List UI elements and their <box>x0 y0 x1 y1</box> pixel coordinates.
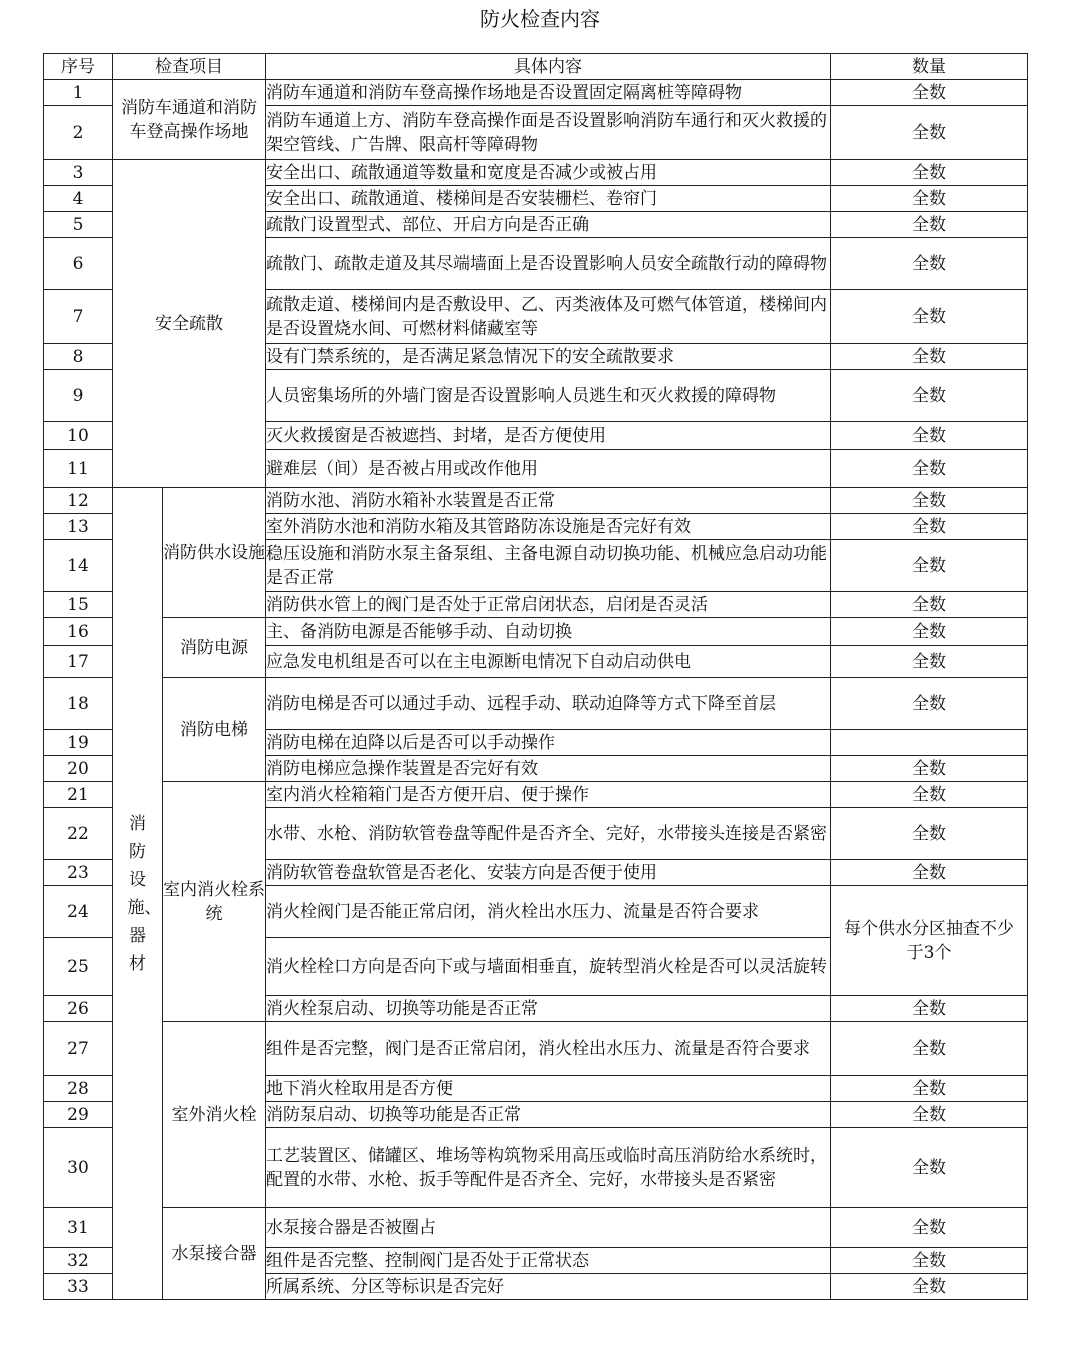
header-qty: 数量 <box>831 54 1028 80</box>
table-row <box>44 618 1028 646</box>
row-no: 30 <box>44 1128 113 1208</box>
row-content: 疏散走道、楼梯间内是否敷设甲、乙、丙类液体及可燃气体管道，楼梯间内是否设置烧水间、可燃材料储藏室等 <box>266 290 831 344</box>
category-evacuation: 安全疏散 <box>113 160 266 488</box>
row-no: 19 <box>44 730 113 756</box>
row-no: 13 <box>44 514 113 540</box>
row-content: 组件是否完整、控制阀门是否处于正常状态 <box>266 1248 831 1274</box>
row-qty: 全数 <box>831 370 1028 422</box>
row-no: 23 <box>44 860 113 886</box>
subcategory-pump-adapter: 水泵接合器 <box>163 1208 266 1300</box>
subcategory-water-supply: 消防供水设施 <box>163 488 266 618</box>
row-no: 1 <box>44 80 113 106</box>
row-qty: 全数 <box>831 450 1028 488</box>
table-row <box>44 80 1028 106</box>
row-no: 11 <box>44 450 113 488</box>
table-row <box>44 160 1028 186</box>
category-vehicle-access: 消防车通道和消防车登高操作场地 <box>113 80 266 160</box>
row-no: 4 <box>44 186 113 212</box>
row-qty: 全数 <box>831 344 1028 370</box>
row-qty: 全数 <box>831 1022 1028 1076</box>
table-row <box>44 782 1028 808</box>
table-row <box>44 488 1028 514</box>
row-qty: 全数 <box>831 1208 1028 1248</box>
row-no: 7 <box>44 290 113 344</box>
row-qty: 全数 <box>831 160 1028 186</box>
row-no: 3 <box>44 160 113 186</box>
row-content: 地下消火栓取用是否方便 <box>266 1076 831 1102</box>
row-qty: 全数 <box>831 756 1028 782</box>
row-content: 水泵接合器是否被圈占 <box>266 1208 831 1248</box>
row-content: 安全出口、疏散通道、楼梯间是否安装栅栏、卷帘门 <box>266 186 831 212</box>
row-content: 消火栓阀门是否能正常启闭，消火栓出水压力、流量是否符合要求 <box>266 886 831 938</box>
row-qty: 全数 <box>831 540 1028 592</box>
row-no: 26 <box>44 996 113 1022</box>
page-title: 防火检查内容 <box>480 7 600 31</box>
row-qty-merged: 每个供水分区抽查不少于3个 <box>831 886 1028 996</box>
row-content: 消防电梯应急操作装置是否完好有效 <box>266 756 831 782</box>
row-qty: 全数 <box>831 238 1028 290</box>
header-no: 序号 <box>44 54 113 80</box>
row-content: 水带、水枪、消防软管卷盘等配件是否齐全、完好，水带接头连接是否紧密 <box>266 808 831 860</box>
row-content: 疏散门、疏散走道及其尽端墙面上是否设置影响人员安全疏散行动的障碍物 <box>266 238 831 290</box>
row-content: 安全出口、疏散通道等数量和宽度是否减少或被占用 <box>266 160 831 186</box>
row-no: 21 <box>44 782 113 808</box>
row-content: 消防泵启动、切换等功能是否正常 <box>266 1102 831 1128</box>
row-qty: 全数 <box>831 618 1028 646</box>
row-qty: 全数 <box>831 212 1028 238</box>
row-no: 20 <box>44 756 113 782</box>
row-content: 室外消防水池和消防水箱及其管路防冻设施是否完好有效 <box>266 514 831 540</box>
subcategory-indoor-hydrant: 室内消火栓系统 <box>163 782 266 1022</box>
row-content: 消防电梯在迫降以后是否可以手动操作 <box>266 730 831 756</box>
row-qty: 全数 <box>831 860 1028 886</box>
header-item: 检查项目 <box>113 54 266 80</box>
row-content: 消防车通道上方、消防车登高操作面是否设置影响消防车通行和灭火救援的架空管线、广告牌、限高杆等障碍物 <box>266 106 831 160</box>
row-no: 15 <box>44 592 113 618</box>
table-header-row <box>44 54 1028 80</box>
row-content: 疏散门设置型式、部位、开启方向是否正确 <box>266 212 831 238</box>
row-content: 消防水池、消防水箱补水装置是否正常 <box>266 488 831 514</box>
subcategory-power: 消防电源 <box>163 618 266 678</box>
row-qty: 全数 <box>831 290 1028 344</box>
row-content: 室内消火栓箱箱门是否方便开启、便于操作 <box>266 782 831 808</box>
row-qty: 全数 <box>831 488 1028 514</box>
row-content: 消火栓泵启动、切换等功能是否正常 <box>266 996 831 1022</box>
header-content: 具体内容 <box>266 54 831 80</box>
row-content: 避难层（间）是否被占用或改作他用 <box>266 450 831 488</box>
row-content: 消防电梯是否可以通过手动、远程手动、联动迫降等方式下降至首层 <box>266 678 831 730</box>
row-qty: 全数 <box>831 1248 1028 1274</box>
row-qty: 全数 <box>831 646 1028 678</box>
row-qty: 全数 <box>831 592 1028 618</box>
row-qty: 全数 <box>831 422 1028 450</box>
row-qty: 全数 <box>831 1274 1028 1300</box>
subcategory-outdoor-hydrant: 室外消火栓 <box>163 1022 266 1208</box>
row-content: 应急发电机组是否可以在主电源断电情况下自动启动供电 <box>266 646 831 678</box>
row-no: 14 <box>44 540 113 592</box>
row-content: 设有门禁系统的，是否满足紧急情况下的安全疏散要求 <box>266 344 831 370</box>
row-no: 32 <box>44 1248 113 1274</box>
row-qty <box>831 730 1028 756</box>
row-no: 5 <box>44 212 113 238</box>
row-no: 33 <box>44 1274 113 1300</box>
subcategory-elevator: 消防电梯 <box>163 678 266 782</box>
row-no: 2 <box>44 106 113 160</box>
row-content: 主、备消防电源是否能够手动、自动切换 <box>266 618 831 646</box>
row-no: 24 <box>44 886 113 938</box>
row-content: 所属系统、分区等标识是否完好 <box>266 1274 831 1300</box>
row-no: 8 <box>44 344 113 370</box>
row-no: 10 <box>44 422 113 450</box>
row-no: 25 <box>44 938 113 996</box>
row-no: 17 <box>44 646 113 678</box>
row-no: 18 <box>44 678 113 730</box>
row-qty: 全数 <box>831 1076 1028 1102</box>
inspection-table <box>43 53 1028 1300</box>
row-no: 6 <box>44 238 113 290</box>
category-fire-facilities <box>113 488 163 1300</box>
row-content: 灭火救援窗是否被遮挡、封堵，是否方便使用 <box>266 422 831 450</box>
row-qty: 全数 <box>831 1128 1028 1208</box>
row-content: 消防软管卷盘软管是否老化、安装方向是否便于使用 <box>266 860 831 886</box>
row-no: 9 <box>44 370 113 422</box>
row-no: 12 <box>44 488 113 514</box>
row-no: 27 <box>44 1022 113 1076</box>
row-no: 22 <box>44 808 113 860</box>
row-no: 29 <box>44 1102 113 1128</box>
row-no: 28 <box>44 1076 113 1102</box>
table-row <box>44 1208 1028 1248</box>
row-qty: 全数 <box>831 514 1028 540</box>
row-qty: 全数 <box>831 996 1028 1022</box>
row-qty: 全数 <box>831 808 1028 860</box>
row-qty: 全数 <box>831 106 1028 160</box>
row-qty: 全数 <box>831 80 1028 106</box>
row-content: 消防车通道和消防车登高操作场地是否设置固定隔离桩等障碍物 <box>266 80 831 106</box>
category-fire-facilities-label: 消防设施、器材 <box>127 813 162 974</box>
table-row <box>44 1022 1028 1076</box>
row-content: 稳压设施和消防水泵主备泵组、主备电源自动切换功能、机械应急启动功能是否正常 <box>266 540 831 592</box>
row-content: 消火栓栓口方向是否向下或与墙面相垂直，旋转型消火栓是否可以灵活旋转 <box>266 938 831 996</box>
row-qty: 全数 <box>831 678 1028 730</box>
row-no: 31 <box>44 1208 113 1248</box>
row-qty: 全数 <box>831 782 1028 808</box>
row-qty: 全数 <box>831 186 1028 212</box>
row-content: 人员密集场所的外墙门窗是否设置影响人员逃生和灭火救援的障碍物 <box>266 370 831 422</box>
row-content: 消防供水管上的阀门是否处于正常启闭状态，启闭是否灵活 <box>266 592 831 618</box>
row-qty: 全数 <box>831 1102 1028 1128</box>
row-no: 16 <box>44 618 113 646</box>
table-row <box>44 678 1028 730</box>
row-content: 工艺装置区、储罐区、堆场等构筑物采用高压或临时高压消防给水系统时，配置的水带、水枪、扳手等配件是否齐全、完好，水带接头是否紧密 <box>266 1128 831 1208</box>
row-content: 组件是否完整，阀门是否正常启闭，消火栓出水压力、流量是否符合要求 <box>266 1022 831 1076</box>
